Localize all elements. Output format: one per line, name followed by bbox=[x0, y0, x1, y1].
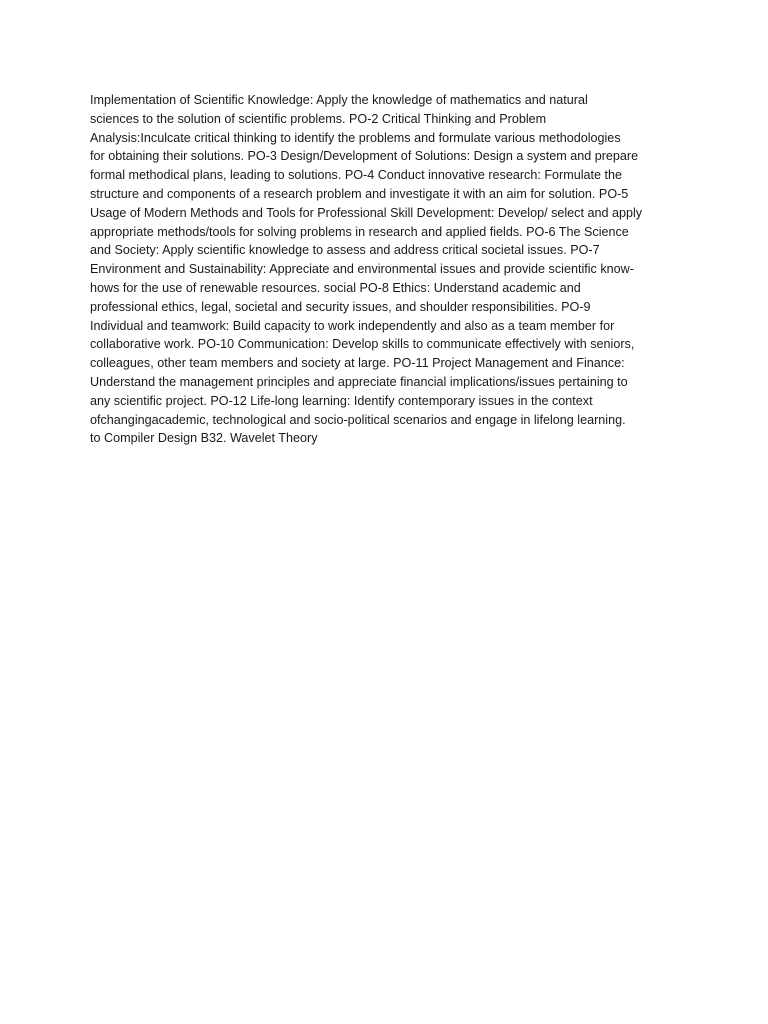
text-line: and Society: Apply scientific knowledge to assess and address critical societal issues. PO-7 bbox=[90, 243, 600, 258]
text-line: Understand the management principles and appreciate financial implications/issues pertaining to bbox=[90, 374, 628, 389]
text-line: colleagues, other team members and society at large. PO-11 Project Management and Finance: bbox=[90, 356, 625, 371]
body-paragraph bbox=[90, 91, 682, 448]
text-line: any scientific project. PO-12 Life-long learning: Identify contemporary issues in the context bbox=[90, 393, 593, 408]
text-line: to Compiler Design B32. Wavelet Theory bbox=[90, 431, 318, 446]
text-line: Usage of Modern Methods and Tools for Professional Skill Development: Develop/ select and apply bbox=[90, 205, 643, 220]
text-line: Individual and teamwork: Build capacity to work independently and also as a team member for bbox=[90, 318, 615, 333]
text-line: for obtaining their solutions. PO-3 Design/Development of Solutions: Design a system and prepare bbox=[90, 149, 639, 164]
text-line: hows for the use of renewable resources. social PO-8 Ethics: Understand academic and bbox=[90, 280, 581, 295]
text-line: formal methodical plans, leading to solutions. PO-4 Conduct innovative research: Formulate the bbox=[90, 168, 623, 183]
text-line: Environment and Sustainability: Appreciate and environmental issues and provide scientific know- bbox=[90, 262, 634, 277]
text-line: structure and components of a research problem and investigate it with an aim for solution. PO-5 bbox=[90, 186, 629, 201]
text-line: professional ethics, legal, societal and security issues, and shoulder responsibilities. PO-9 bbox=[90, 299, 591, 314]
text-line: appropriate methods/tools for solving problems in research and applied fields. PO-6 The Science bbox=[90, 224, 629, 239]
text-line: Implementation of Scientific Knowledge: Apply the knowledge of mathematics and natural bbox=[90, 93, 588, 107]
text-line: Analysis:Inculcate critical thinking to identify the problems and formulate various methodologies bbox=[90, 130, 621, 145]
text-line: collaborative work. PO-10 Communication: Develop skills to communicate effectively with seniors, bbox=[90, 337, 635, 352]
text-line: ofchangingacademic, technological and socio-political scenarios and engage in lifelong learning. bbox=[90, 412, 626, 427]
text-line: sciences to the solution of scientific problems. PO-2 Critical Thinking and Problem bbox=[90, 111, 547, 126]
